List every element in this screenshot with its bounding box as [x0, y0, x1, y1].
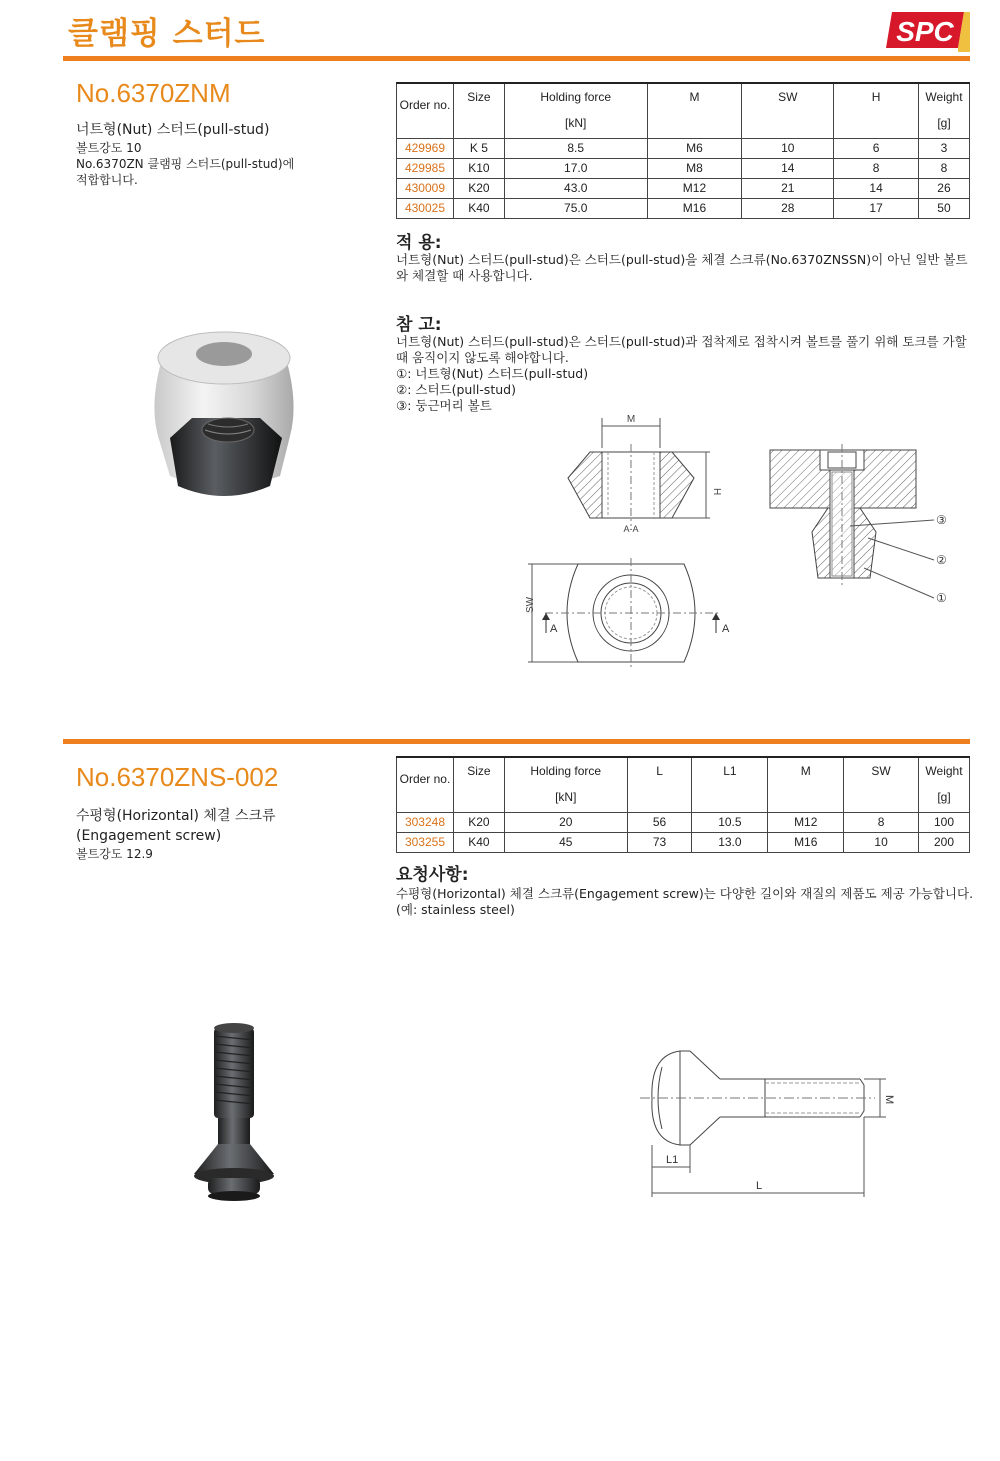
table-cell: SW	[778, 90, 798, 104]
table-cell: M	[800, 764, 811, 778]
header-l1	[692, 757, 768, 812]
header-size	[453, 757, 504, 812]
logo-text: SPC	[896, 16, 954, 47]
header-sw	[742, 83, 834, 138]
table-cell: K40	[453, 832, 504, 852]
callout-2: ②	[936, 553, 947, 567]
table-cell: 28	[742, 198, 834, 218]
table-cell: L1	[723, 764, 737, 778]
table-cell: 10	[844, 832, 919, 852]
product-name-line: (Engagement screw)	[76, 828, 222, 844]
dim-l: L	[756, 1180, 763, 1192]
table-cell: Weight	[925, 90, 963, 104]
page-title: 클램핑 스터드	[68, 16, 266, 52]
product-description-6370znm	[76, 120, 376, 188]
table-cell: M16	[768, 832, 844, 852]
table-cell: M12	[647, 178, 742, 198]
header-m	[768, 757, 844, 812]
table-cell: 17	[834, 198, 919, 218]
request-text: 수평형(Horizontal) 체결 스크류(Engagement screw)는 다양한 길이와 재질의 제품도 제공 가능합니다. (예: stainless steel)	[396, 886, 974, 917]
table-cell: Holding force	[530, 764, 602, 778]
stud-bore	[196, 342, 252, 366]
desc-line: 볼트강도 10	[76, 141, 142, 155]
table-cell: K20	[453, 178, 504, 198]
header-l	[627, 757, 692, 812]
table-cell: 200	[918, 832, 969, 852]
header-holding-force	[504, 757, 627, 812]
table-cell: 75.0	[504, 198, 647, 218]
table-cell: [kN]	[555, 790, 577, 804]
cut-label-right: A	[722, 623, 730, 635]
table-cell: 10.5	[692, 812, 768, 832]
table-cell: 14	[742, 158, 834, 178]
table-cell: K10	[453, 158, 504, 178]
note-item: ①: 너트형(Nut) 스터드(pull-stud)	[396, 366, 589, 381]
callout-1: ①	[936, 591, 947, 605]
table-row	[397, 812, 970, 832]
table-cell: 303248	[397, 812, 454, 832]
table-cell: 26	[918, 178, 969, 198]
table-cell: 3	[918, 138, 969, 158]
dim-h: H	[711, 488, 722, 496]
spc-logo	[878, 8, 970, 52]
table-cell: M8	[647, 158, 742, 178]
table-row	[397, 832, 970, 852]
header-holding-force	[504, 83, 647, 138]
note-heading: 참 고:	[396, 315, 442, 335]
table-cell: 303255	[397, 832, 454, 852]
dim-m: M	[883, 1095, 895, 1105]
nut-stud-drawing	[510, 408, 970, 668]
table-cell: 45	[504, 832, 627, 852]
table-cell: 50	[918, 198, 969, 218]
table-cell: 8	[834, 158, 919, 178]
table-cell: Order no.	[399, 98, 451, 112]
table-cell: 10	[742, 138, 834, 158]
section-divider	[63, 739, 970, 744]
table-cell: K20	[453, 812, 504, 832]
top-view	[525, 558, 730, 668]
table-cell: Holding force	[540, 90, 612, 104]
table-row	[397, 198, 970, 218]
table-cell: 100	[918, 812, 969, 832]
table-cell: 13.0	[692, 832, 768, 852]
callout-3: ③	[936, 513, 947, 527]
table-cell: M12	[768, 812, 844, 832]
note-item: ②: 스터드(pull-stud)	[396, 382, 516, 397]
section-label: A-A	[623, 524, 639, 534]
table-row	[397, 178, 970, 198]
table-cell: M	[689, 90, 700, 104]
table-cell: 8	[844, 812, 919, 832]
table-cell: 56	[627, 812, 692, 832]
header-size	[453, 83, 504, 138]
screw-shank	[214, 1028, 254, 1118]
header-weight	[918, 83, 969, 138]
desc-line: 볼트강도 12.9	[76, 847, 153, 861]
table-cell: 73	[627, 832, 692, 852]
table-cell: 430025	[397, 198, 454, 218]
product-description-6370zns-002	[76, 806, 376, 862]
spec-table-6370znm	[396, 82, 970, 219]
table-cell: 6	[834, 138, 919, 158]
note-text	[396, 334, 976, 414]
table-cell: 429969	[397, 138, 454, 158]
nut-thread-hole	[202, 418, 254, 442]
table-cell: 8.5	[504, 138, 647, 158]
table-cell: 8	[918, 158, 969, 178]
spec-table-6370zns-002	[396, 756, 970, 853]
application-text: 너트형(Nut) 스터드(pull-stud)은 스터드(pull-stud)을 체결 스크류(No.6370ZNSSN)이 아닌 일반 볼트와 체결할 때 사용합니다.	[396, 252, 968, 283]
request-heading: 요청사항:	[396, 865, 469, 885]
table-cell: 17.0	[504, 158, 647, 178]
header-order-no	[397, 757, 454, 812]
dim-sw: SW	[525, 596, 536, 613]
table-cell: 21	[742, 178, 834, 198]
header-m	[647, 83, 742, 138]
dim-m: M	[626, 414, 636, 425]
table-cell: H	[871, 90, 881, 104]
table-cell: [g]	[937, 116, 951, 130]
header-h	[834, 83, 919, 138]
desc-line: No.6370ZN 클램핑 스터드(pull-stud)에	[76, 157, 295, 171]
table-cell: K 5	[453, 138, 504, 158]
product-name-line: 수평형(Horizontal) 체결 스크류	[76, 808, 276, 824]
header-sw	[844, 757, 919, 812]
section-view	[568, 414, 722, 534]
table-cell: M6	[647, 138, 742, 158]
table-row	[397, 158, 970, 178]
table-cell: 43.0	[504, 178, 647, 198]
table-cell: SW	[871, 764, 891, 778]
table-cell: Size	[467, 90, 491, 104]
desc-line: 적합합니다.	[76, 173, 138, 187]
top-divider	[63, 56, 970, 61]
table-cell: 430009	[397, 178, 454, 198]
header-weight	[918, 757, 969, 812]
header-order-no	[397, 83, 454, 138]
table-cell: L	[656, 764, 663, 778]
nut-stud-photo	[140, 326, 305, 508]
assembly-view	[770, 444, 947, 605]
application-heading: 적 용:	[396, 233, 442, 253]
product-name: 너트형(Nut) 스터드(pull-stud)	[76, 122, 270, 138]
table-cell: 14	[834, 178, 919, 198]
table-cell: M16	[647, 198, 742, 218]
table-cell: Size	[467, 764, 491, 778]
note-item: ③: 둥근머리 볼트	[396, 398, 492, 413]
engagement-screw-drawing	[640, 1045, 900, 1205]
table-cell: Order no.	[399, 772, 451, 786]
table-cell: Weight	[925, 764, 963, 778]
engagement-screw-photo	[180, 1018, 290, 1208]
cut-label-left: A	[550, 623, 558, 635]
table-cell: [g]	[937, 790, 951, 804]
table-row	[397, 138, 970, 158]
product-number-6370zns-002: No.6370ZNS-002	[76, 762, 279, 792]
table-cell: K40	[453, 198, 504, 218]
dim-l1: L1	[666, 1154, 679, 1166]
table-cell: [kN]	[565, 116, 587, 130]
product-number-6370znm: No.6370ZNM	[76, 78, 231, 108]
table-cell: 429985	[397, 158, 454, 178]
table-cell: 20	[504, 812, 627, 832]
note-body: 너트형(Nut) 스터드(pull-stud)은 스터드(pull-stud)과 접착제로 접착시켜 볼트를 풀기 위해 토크를 가할 때 움직이지 않도록 해야합니다.	[396, 334, 967, 365]
